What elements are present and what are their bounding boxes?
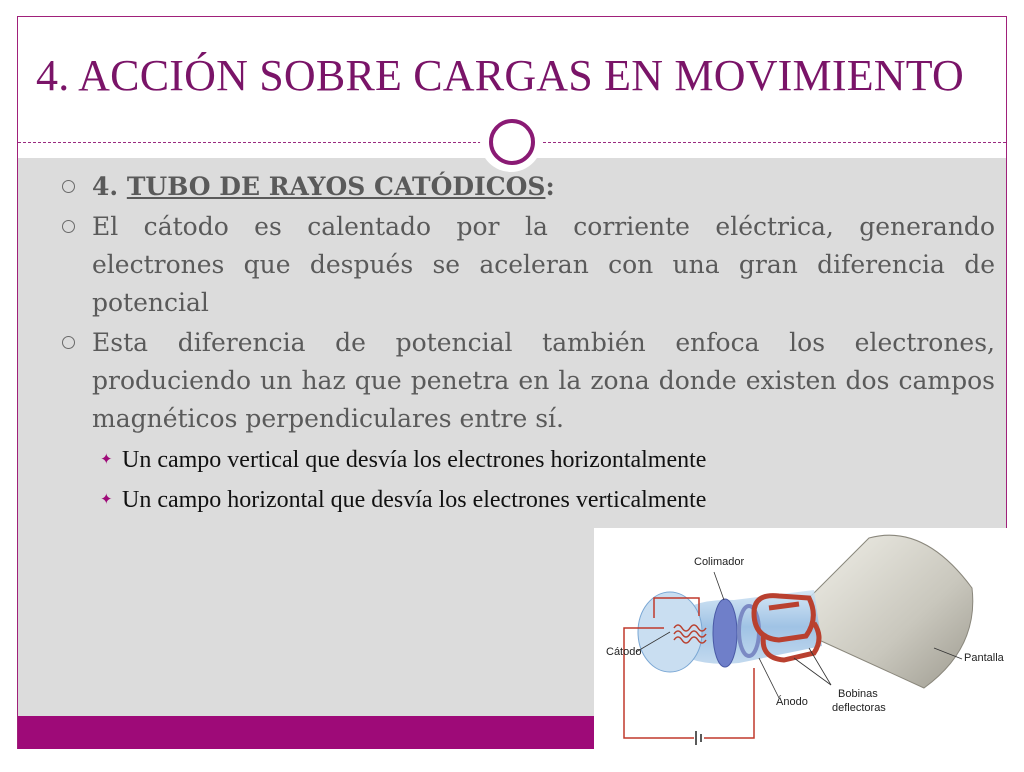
collimator-disc	[713, 599, 737, 667]
heading-suffix: :	[545, 172, 555, 201]
circle-bullet-icon	[62, 180, 75, 193]
bullet-heading	[60, 168, 995, 206]
heading-prefix: 4.	[92, 172, 127, 201]
star-bullet-icon: ✦	[100, 452, 113, 468]
sub-bullet-text: Un campo horizontal que desvía los electrones verticalmente	[122, 487, 707, 513]
heading-underlined: TUBO DE RAYOS CATÓDICOS	[126, 172, 546, 201]
bullet-item	[60, 324, 995, 438]
sub-bullet-item	[60, 440, 995, 480]
label-bobinas-2: deflectoras	[832, 702, 886, 714]
bullet-item	[60, 208, 995, 322]
screen-funnel	[809, 535, 973, 688]
slide-title: 4. ACCIÓN SOBRE CARGAS EN MOVIMIENTO	[36, 51, 965, 100]
ring-ornament-icon	[489, 119, 535, 165]
label-pantalla: Pantalla	[964, 652, 1004, 664]
bullet-list	[60, 168, 995, 520]
bullet-text: Esta diferencia de potencial también enfoca los electrones, produciendo un haz que penetra en la zona donde existen dos campos magnéticos perpendiculares entre sí.	[92, 328, 995, 433]
label-anodo: Ánodo	[776, 696, 808, 708]
label-colimador: Colimador	[694, 556, 745, 568]
bullet-text: El cátodo es calentado por la corriente eléctrica, generando electrones que después se aceleran con una gran diferencia de potencial	[92, 212, 995, 317]
circle-bullet-icon	[62, 336, 75, 349]
sub-bullet-text: Un campo vertical que desvía los electrones horizontalmente	[122, 447, 707, 473]
label-catodo: Cátodo	[606, 646, 642, 658]
sub-bullet-item	[60, 480, 995, 520]
crt-diagram	[594, 528, 1014, 768]
label-bobinas-1: Bobinas	[838, 688, 878, 700]
circle-bullet-icon	[62, 220, 75, 233]
crt-diagram-svg	[594, 528, 1014, 768]
star-bullet-icon: ✦	[100, 492, 113, 508]
